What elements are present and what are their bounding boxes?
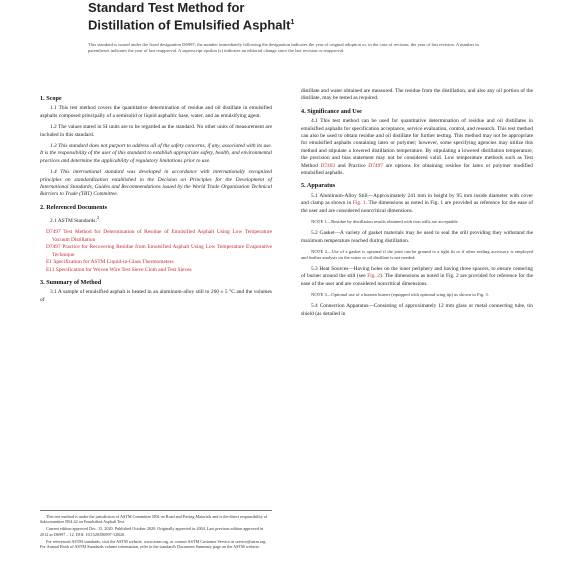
- reference-code-link[interactable]: D7497: [46, 229, 61, 236]
- paragraph-4-1-text: and Practice: [335, 162, 369, 169]
- title-line-1: Standard Test Method for: [88, 0, 245, 15]
- note-1: NOTE 1—Residue by distillation results obtained with iron stills are acceptable.: [311, 219, 459, 225]
- summary-heading: 3. Summary of Method: [40, 278, 102, 286]
- title-line-2: [88, 15, 294, 32]
- reference-link[interactable]: D7403: [320, 162, 336, 169]
- reference-item[interactable]: [46, 229, 272, 244]
- reference-item[interactable]: [46, 244, 272, 259]
- title-text: Distillation of Emulsified Asphalt: [88, 17, 291, 33]
- reference-title-link[interactable]: Practice for Recovering Residue from Emulsified Asphalt Using Low Temperature Evaporative Technique: [52, 244, 272, 258]
- paragraph-5-3-text: 5.3 Heat Sources—Having holes on the inner periphery and having three spacers, to ensure centering of burner around the still (see: [301, 265, 533, 280]
- reference-item[interactable]: [46, 266, 272, 274]
- referenced-documents-heading: 2. Referenced Documents: [40, 203, 108, 211]
- footnote-3: For referenced ASTM standards, visit the ASTM website, www.astm.org, or contact ASTM Customer Service at service@astm.org. For Annual Book of ASTM Standards volume information, refer to the standard's Document Summary page on the ASTM website.: [40, 538, 267, 550]
- paragraph-1-2: 1.2 The values stated in SI units are to be regarded as the standard. No other units of measurement are included in this standard.: [40, 124, 272, 138]
- right-column: [301, 88, 533, 322]
- reference-code-link[interactable]: E1: [46, 259, 52, 266]
- document-title: [88, 0, 294, 32]
- reference-code-link[interactable]: E11: [46, 266, 55, 273]
- paragraph-1-3: 1.3 This standard does not purport to address all of the safety concerns, if any, associated with its use. It is the responsibility of the user of this standard to establish appropriate safety, health, and environmental practices and determine the applicability of regulatory limitations prior to use.: [40, 143, 272, 164]
- paragraph-4-1-text: 4.1 This test method can be used for quantitative determination of residue and oil distillates in emulsified asphalts for specification acceptance, service evaluation, control, and research. This test method can also be used to obtain residue and oil distillate for further testing. This method may not be appropriate for emulsified asphalts containing latex or polymer; however, some specifying agencies may utilize this method and stipulate a lowered distillation temperature. By stipulating a lowered distillation temperature, the precision and bias statement may not be considered valid. Low temperature methods such as Test Method: [301, 118, 533, 169]
- designation-notice: This standard is issued under the fixed designation D6997; the number immediately following the designation indicates the year of original adoption or, in the case of revision, the year of last revision. A number in parentheses indicates the year of last reapproval. A superscript epsilon (ε) indicates an editorial change since the last revision or reapproval.: [88, 42, 479, 53]
- paragraph-2-1: [40, 214, 272, 225]
- reference-title-link[interactable]: Specification for ASTM Liquid-in-Glass Thermometers: [52, 259, 174, 266]
- paragraph-4-1-text: are options for obtaining residue for latex or polymer modified emulsified asphalts.: [301, 162, 534, 177]
- reference-item[interactable]: [46, 259, 272, 266]
- reference-title-link[interactable]: Specification for Woven Wire Test Sieve Cloth and Test Sieves: [54, 266, 192, 273]
- note-2: NOTE 2—Use of a gasket is optional if the joint can be ground to a tight fit or if other sealing accessory is employed and further analysis on the water or oil distillate is not needed.: [301, 248, 533, 260]
- reference-title-link[interactable]: Test Method for Determination of Residue of Emulsified Asphalt Using Low Temperature Vacuum Distillation: [52, 229, 272, 243]
- footnotes: [40, 510, 272, 551]
- figure-link[interactable]: Fig. 2: [367, 273, 380, 280]
- paragraph-3-1: 3.1 A sample of emulsified asphalt is heated in an aluminum-alloy still to 260 ± 5 °C and the volumes of: [40, 289, 272, 303]
- paragraph-5-1-text: . The dimensions as noted in Fig. 1 are provided as reference for the ease of the user and are considered nonrcritical dimensions.: [301, 200, 533, 214]
- significance-heading: 4. Significance and Use: [301, 107, 362, 115]
- paragraph-1-4: 1.4 This international standard was developed in accordance with internationally recognized principles on standardization established in the Decision on Principles for the Development of International Standards, Guides and Recommendations issued by the World Trade Organization Technical Barriers to Trade (TBT) Committee.: [40, 169, 272, 198]
- paragraph-5-1-text: 5.1 Aluminum-Alloy Still—Approximately 241 mm in height by 95 mm inside diameter with cover and clamp as shown in: [301, 192, 533, 207]
- left-column: [40, 90, 272, 308]
- footnote-2: Current edition approved Dec. 15, 2020. Published October 2020. Originally approved in 2004. Last previous edition approved in 2012 as D6997 – 12. DOI: 10.1520/D6997-12R20.: [40, 526, 264, 537]
- figure-link[interactable]: Fig. 1: [352, 200, 366, 207]
- paragraph-5-4: 5.4 Connection Apparatus—Consisting of approximately 12 mm glass or metal connecting tube, tin shield (as detailed in: [301, 303, 533, 317]
- note-3: NOTE 3—Optional use of a bunsen burner (equipped with optional wing tip) as shown in Fig. 3.: [311, 292, 489, 298]
- paragraph-5-3-text: ). The dimensions as noted in Fig. 2 are provided for reference for the ease of the user and are considered noncritical dimensions.: [301, 273, 534, 287]
- title-footnote-mark: 1: [290, 19, 295, 26]
- paragraph-1-1: 1.1 This test method covers the quantitative determination of residue and oil distillate in emulsified asphalts composed principally of a semisolid or liquid asphaltic base, water, and an emulsifying agent.: [40, 105, 272, 119]
- continued-paragraph: distillate and water obtained are measured. The residue from the distillation, and also any oil portion of the distillate, may be tested as required.: [301, 88, 533, 102]
- scope-heading: 1. Scope: [40, 95, 62, 102]
- paragraph-5-3: [301, 266, 533, 288]
- reference-code-link[interactable]: D7497: [46, 244, 61, 251]
- paragraph-4-1: [301, 118, 533, 177]
- paragraph-5-1: [301, 193, 533, 215]
- apparatus-heading: 5. Apparatus: [301, 182, 336, 190]
- paragraph-5-2: 5.2 Gasket—A variety of gasket materials may be used to seal the still providing they withstand the maximum temperature reached during distillation.: [301, 230, 533, 244]
- footnote-mark: 2: [96, 215, 100, 221]
- reference-link[interactable]: D7497: [368, 162, 383, 169]
- astm-standards-label: 2.1 ASTM Standards:: [50, 218, 97, 225]
- footnote-1: This test method is under the jurisdiction of ASTM Committee D04 on Road and Paving Materials and is the direct responsibility of Subcommittee D04.42 on Emulsified Asphalt Test.: [40, 514, 268, 525]
